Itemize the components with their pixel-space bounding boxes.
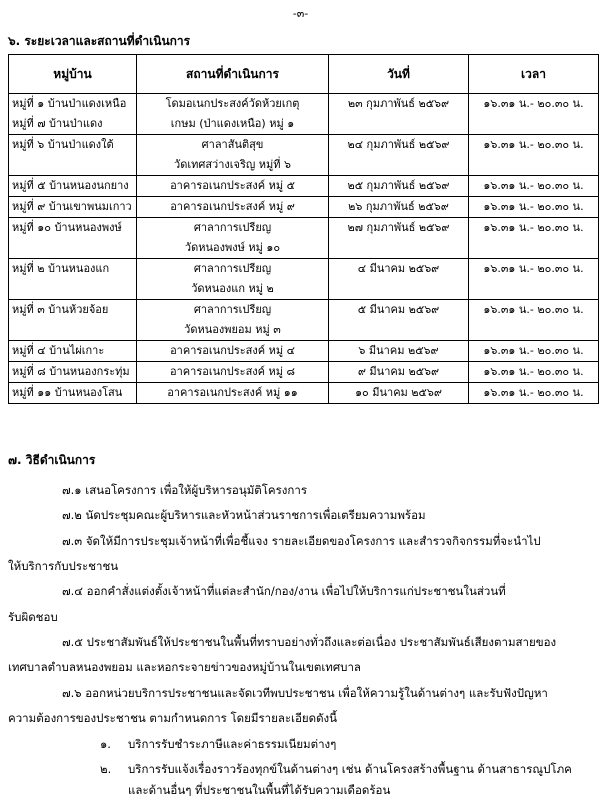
cell-time: ๑๖.๓๑ น.- ๒๐.๓๐ น. [469,218,599,259]
paragraph-7-5-cont: เทศบาลตำบลหนองพยอม และหอกระจายข่าวของหมู่บ้านในเขตเทศบาล [8,660,361,674]
cell-time: ๑๖.๓๑ น.- ๒๐.๓๐ น. [469,362,599,383]
cell-location [137,259,329,300]
paragraph-7-2: ๗.๒ นัดประชุมคณะผู้บริหารและหัวหน้าส่วนราชการเพื่อเตรียมความพร้อม [62,508,426,522]
cell-location-line: ศาลาการเปรียญ [193,303,272,316]
list-item [100,761,572,779]
cell-time: ๑๖.๓๑ น.- ๒๐.๓๐ น. [469,176,599,197]
cell-village-line: หมู่ที่ ๑ บ้านป่าแดงเหนือ [12,97,127,110]
cell-location-line: เกษม (ป่าแดงเหนือ) หมู่ ๑ [170,117,295,130]
cell-location-line: อาคารอเนกประสงค์ หมู่ ๘ [170,365,295,378]
cell-location [137,383,329,404]
cell-location [137,362,329,383]
cell-time: ๑๖.๓๑ น.- ๒๐.๓๐ น. [469,259,599,300]
cell-time: ๑๖.๓๑ น.- ๒๐.๓๐ น. [469,94,599,135]
list-item-cont: และด้านอื่นๆ ที่ประชาชนในพื้นที่ได้รับความเดือดร้อน [128,783,391,797]
cell-date: ๔ มีนาคม ๒๕๖๙ [329,259,469,300]
cell-location [137,176,329,197]
cell-village-line: หมู่ที่ ๕ บ้านหนองนกยาง [12,179,129,192]
list-text: บริการรับชำระภาษีและค่าธรรมเนียมต่างๆ [128,737,337,751]
cell-village [9,383,137,404]
cell-location [137,300,329,341]
cell-location-line: โดมอเนกประสงค์วัดห้วยเกตุ [165,97,300,110]
cell-village-line: หมู่ที่ ๘ บ้านหนองกระทุ่ม [12,365,130,378]
cell-date: ๖ มีนาคม ๒๕๖๙ [329,341,469,362]
table-row [9,341,599,362]
paragraph-7-6-cont: ความต้องการของประชาชน ตามกำหนดการ โดยมีรายละเอียดดังนี้ [8,711,338,725]
cell-time: ๑๖.๓๑ น.- ๒๐.๓๐ น. [469,135,599,176]
cell-date: ๕ มีนาคม ๒๕๖๙ [329,300,469,341]
cell-village [9,259,137,300]
cell-village-line: หมู่ที่ ๖ บ้านป่าแดงใต้ [12,138,114,151]
cell-village [9,218,137,259]
cell-location-line: อาคารอเนกประสงค์ หมู่ ๔ [170,344,295,357]
cell-date: ๑๐ มีนาคม ๒๕๖๙ [329,383,469,404]
cell-location-line: อาคารอเนกประสงค์ หมู่ ๕ [170,179,295,192]
cell-location [137,197,329,218]
table-row [9,197,599,218]
paragraph-7-1: ๗.๑ เสนอโครงการ เพื่อให้ผู้บริหารอนุมัติโครงการ [62,483,308,497]
cell-village-line: หมู่ที่ ๑๑ บ้านหนองโสน [12,386,123,399]
table-header-row [9,55,599,94]
cell-village-line: หมู่ที่ ๔ บ้านไผ่เกาะ [12,344,105,357]
list-number: ๒. [100,762,112,776]
paragraph-7-4: ๗.๔ ออกคำสั่งแต่งตั้งเจ้าหน้าที่แต่ละสำนัก/กอง/งาน เพื่อไปให้บริการแก่ประชาชนในส่วนที่ [62,584,506,598]
cell-village [9,197,137,218]
cell-time: ๑๖.๓๑ น.- ๒๐.๓๐ น. [469,197,599,218]
cell-location-line: ศาลาการเปรียญ [193,221,272,234]
cell-village-line: หมู่ที่ ๙ บ้านเขาพนมเกาว [12,200,132,213]
cell-village [9,135,137,176]
cell-time: ๑๖.๓๑ น.- ๒๐.๓๐ น. [469,300,599,341]
cell-village [9,300,137,341]
table-row [9,383,599,404]
section-7-title: ๗. วิธีดำเนินการ [8,453,96,467]
cell-village [9,362,137,383]
paragraph-7-4-cont: รับผิดชอบ [8,610,58,624]
cell-location [137,341,329,362]
cell-time: ๑๖.๓๑ น.- ๒๐.๓๐ น. [469,383,599,404]
page-number: -๓- [292,7,309,20]
cell-location-line: วัดเทศสว่างเจริญ หมู่ที่ ๖ [174,158,291,171]
cell-location-line: อาคารอเนกประสงค์ หมู่ ๙ [170,200,295,213]
cell-date: ๒๔ กุมภาพันธ์ ๒๕๖๙ [329,135,469,176]
list-number: ๑. [100,737,111,751]
cell-location-line: ศาลาสันติสุข [201,138,264,151]
cell-location-line: วัดหนองพยอม หมู่ ๓ [184,323,281,336]
cell-location-line: วัดหนองพงษ์ หมู่ ๑๐ [184,241,281,254]
cell-date: ๒๕ กุมภาพันธ์ ๒๕๖๙ [329,176,469,197]
cell-village [9,176,137,197]
cell-location-line: ศาลาการเปรียญ [193,262,272,275]
schedule-table [8,54,599,404]
cell-village-line: หมู่ที่ ๗ บ้านป่าแดง [12,117,103,130]
cell-village [9,94,137,135]
header-location: สถานที่ดำเนินการ [137,55,329,94]
table-row [9,300,599,341]
cell-date: ๒๖ กุมภาพันธ์ ๒๕๖๙ [329,197,469,218]
table-row [9,94,599,135]
cell-village-line: หมู่ที่ ๑๐ บ้านหนองพงษ์ [12,221,122,234]
cell-village [9,341,137,362]
cell-village-line: หมู่ที่ ๒ บ้านหนองแก [12,262,110,275]
cell-date: ๒๗ กุมภาพันธ์ ๒๕๖๙ [329,218,469,259]
cell-location [137,218,329,259]
paragraph-7-3-cont: ให้บริการกับประชาชน [8,559,119,573]
header-village: หมู่บ้าน [9,55,137,94]
table-row [9,259,599,300]
cell-location-line: วัดหนองแก หมู่ ๒ [191,282,274,295]
paragraph-7-5: ๗.๕ ประชาสัมพันธ์ให้ประชาชนในพื้นที่ทราบอย่างทั่วถึงและต่อเนื่อง ประชาสัมพันธ์เสียงตามสายของ [62,635,557,649]
paragraph-7-6: ๗.๖ ออกหน่วยบริการประชาชนและจัดเวทีพบประชาชน เพื่อให้ความรู้ในด้านต่างๆ และรับฟังปัญหา [62,686,548,700]
header-date: วันที่ [329,55,469,94]
header-time: เวลา [469,55,599,94]
cell-location-line: อาคารอเนกประสงค์ หมู่ ๑๑ [167,386,298,399]
cell-date: ๒๓ กุมภาพันธ์ ๒๕๖๙ [329,94,469,135]
table-row [9,135,599,176]
paragraph-7-3: ๗.๓ จัดให้มีการประชุมเจ้าหน้าที่เพื่อชี้แจง รายละเอียดของโครงการ และสำรวจกิจกรรมที่จะนำไป [62,534,541,548]
table-row [9,176,599,197]
cell-date: ๙ มีนาคม ๒๕๖๙ [329,362,469,383]
list-item [100,736,336,754]
cell-time: ๑๖.๓๑ น.- ๒๐.๓๐ น. [469,341,599,362]
table-row [9,362,599,383]
section-6-title: ๖. ระยะเวลาและสถานที่ดำเนินการ [8,34,191,48]
cell-location [137,94,329,135]
table-row [9,218,599,259]
cell-location [137,135,329,176]
list-text: บริการรับแจ้งเรื่องราวร้องทุกข์ในด้านต่างๆ เช่น ด้านโครงสร้างพื้นฐาน ด้านสาธารณูปโภค [128,762,572,776]
cell-village-line: หมู่ที่ ๓ บ้านห้วยจ้อย [12,303,109,316]
